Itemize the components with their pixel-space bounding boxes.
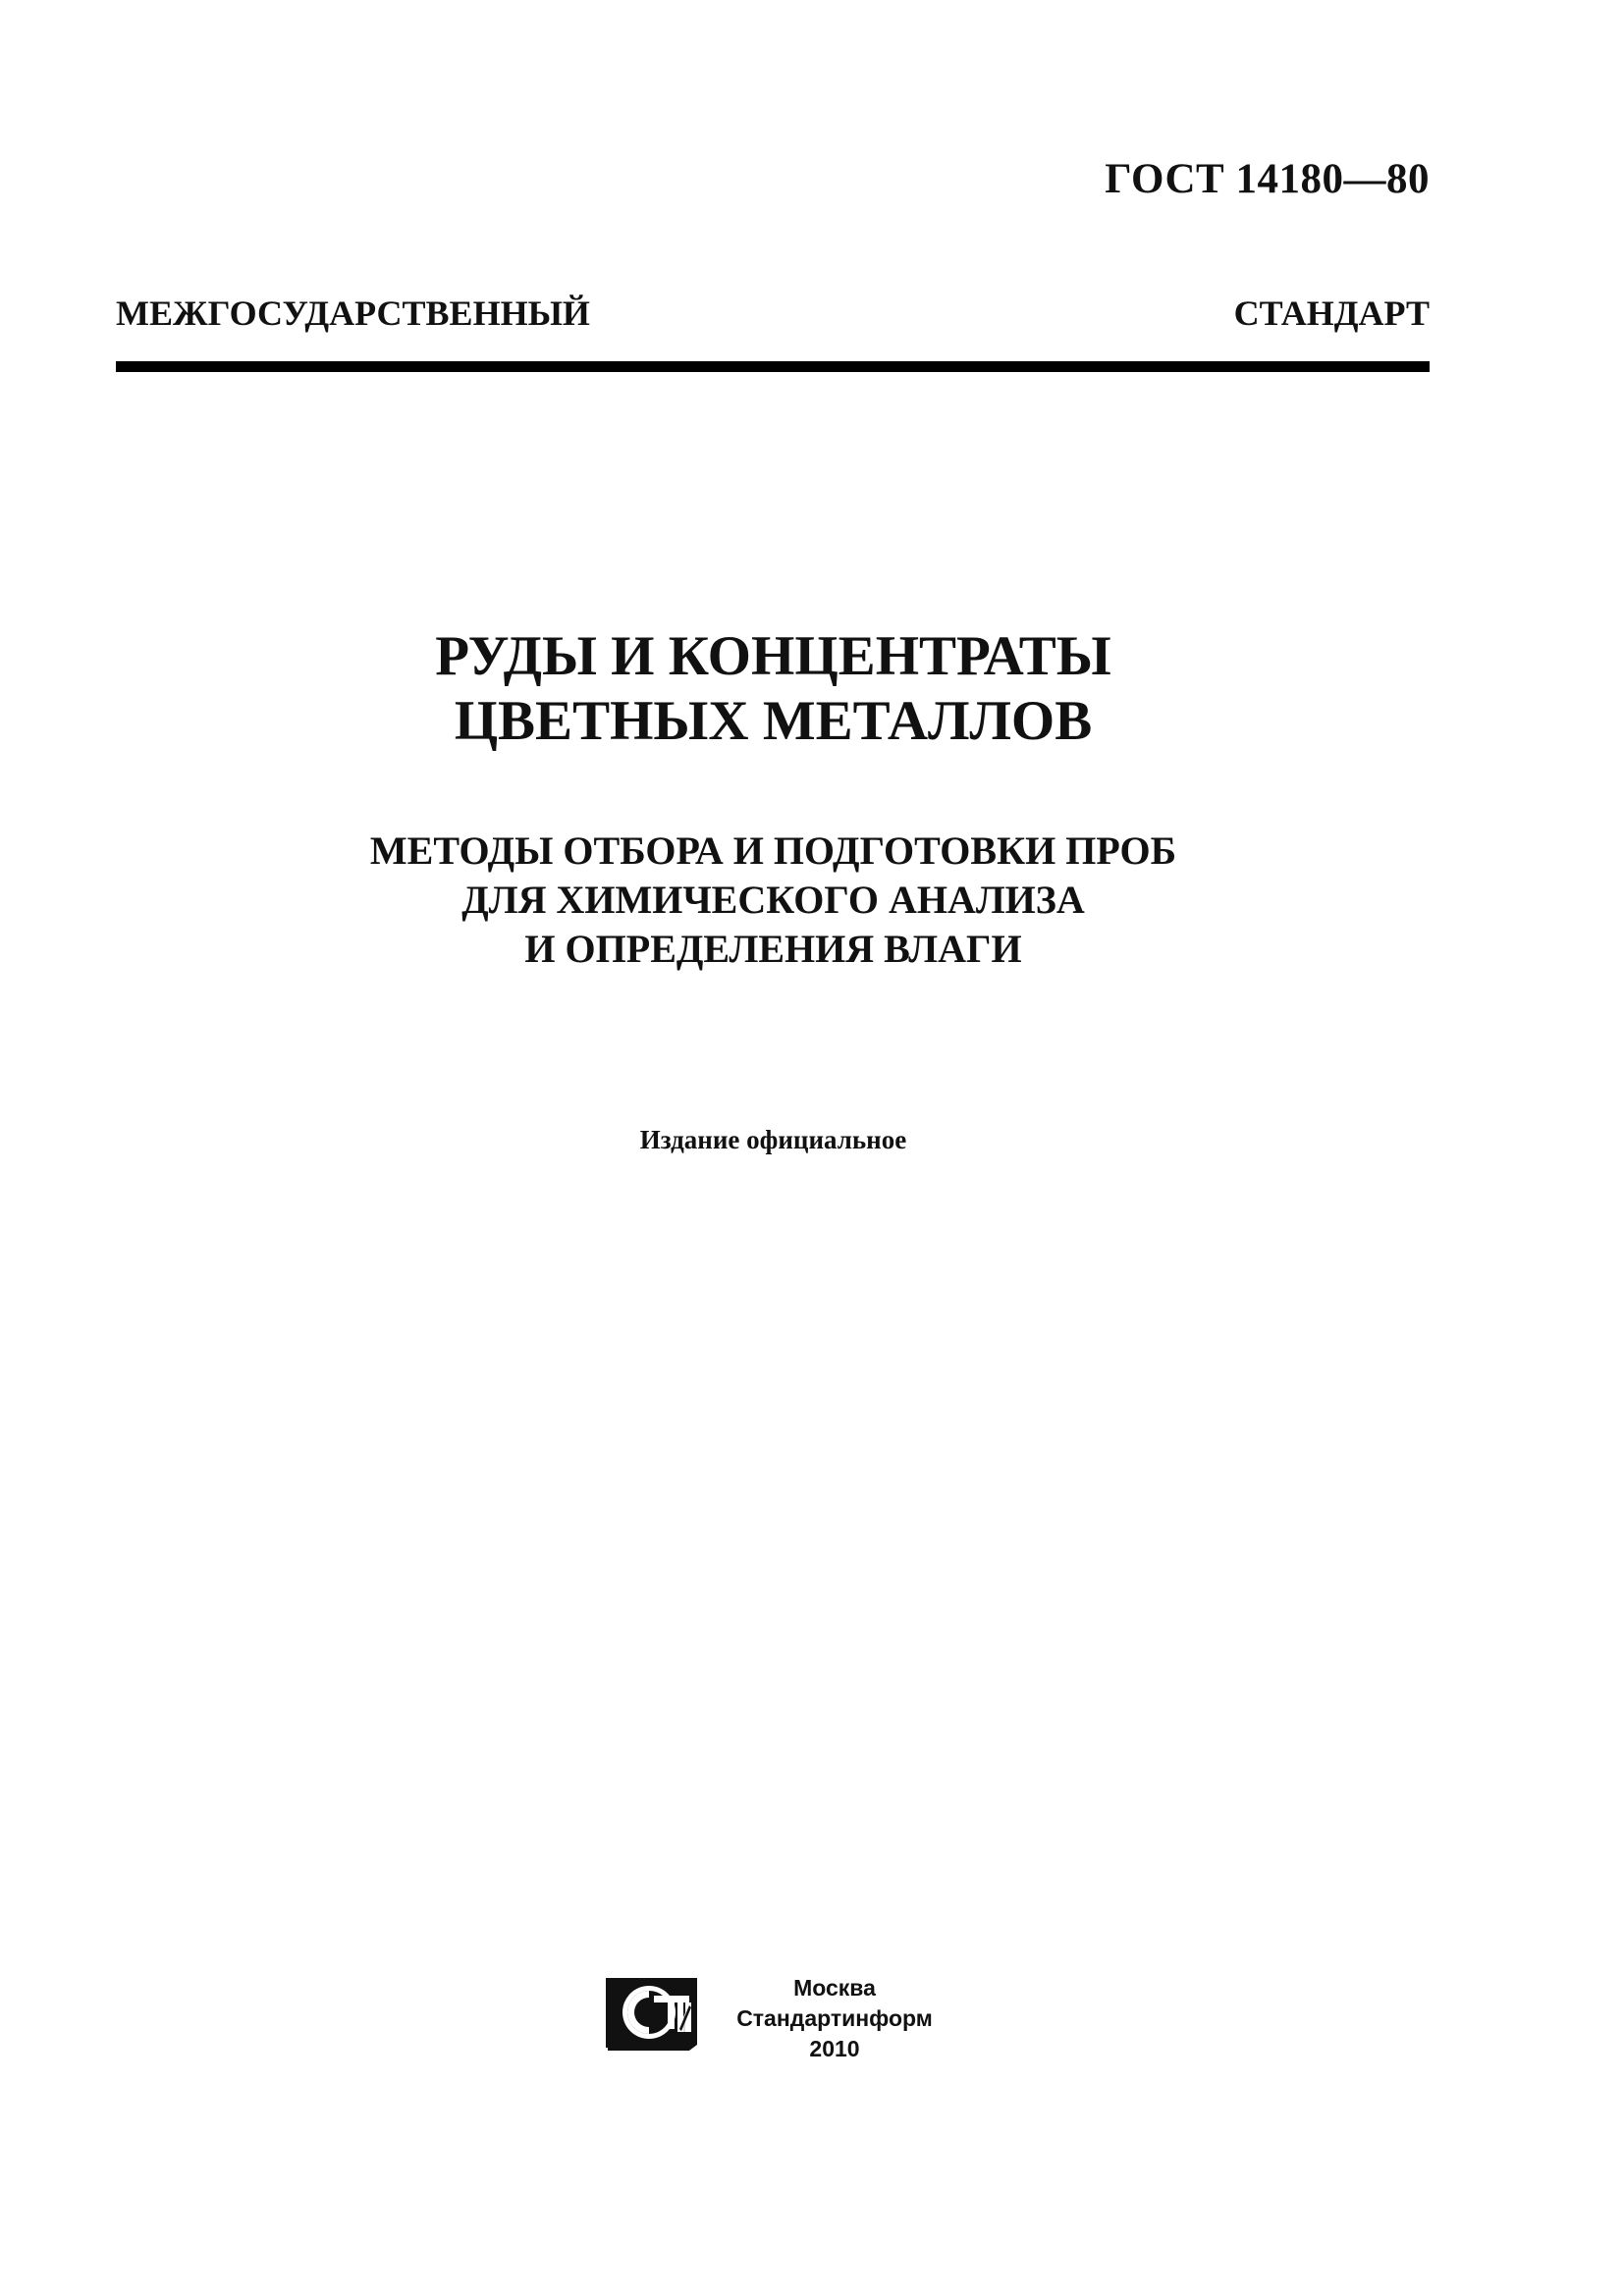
- document-number: ГОСТ 14180—80: [1105, 156, 1430, 202]
- subtitle-line: ДЛЯ ХИМИЧЕСКОГО АНАЛИЗА: [461, 878, 1085, 922]
- subtitle-line: И ОПРЕДЕЛЕНИЯ ВЛАГИ: [524, 927, 1022, 971]
- imprint-year: 2010: [809, 2036, 860, 2061]
- main-title: [0, 624, 1546, 754]
- main-title-line: ЦВЕТНЫХ МЕТАЛЛОВ: [454, 690, 1093, 752]
- edition-label: Издание официальное: [639, 1125, 907, 1154]
- publisher-imprint: [717, 1973, 952, 2064]
- header-rule-divider: [116, 361, 1430, 372]
- title-block: [0, 624, 1546, 974]
- standartinform-logo-icon: [605, 1976, 700, 2053]
- imprint-city: Москва: [793, 1975, 876, 2001]
- subtitle: [0, 827, 1546, 974]
- main-title-line: РУДЫ И КОНЦЕНТРАТЫ: [435, 625, 1111, 687]
- subtitle-line: МЕТОДЫ ОТБОРА И ПОДГОТОВКИ ПРОБ: [369, 828, 1177, 873]
- imprint-publisher: Стандартинформ: [736, 2005, 933, 2031]
- standard-type-heading: МЕЖГОСУДАРСТВЕННЫЙ СТАНДАРТ: [116, 294, 1430, 333]
